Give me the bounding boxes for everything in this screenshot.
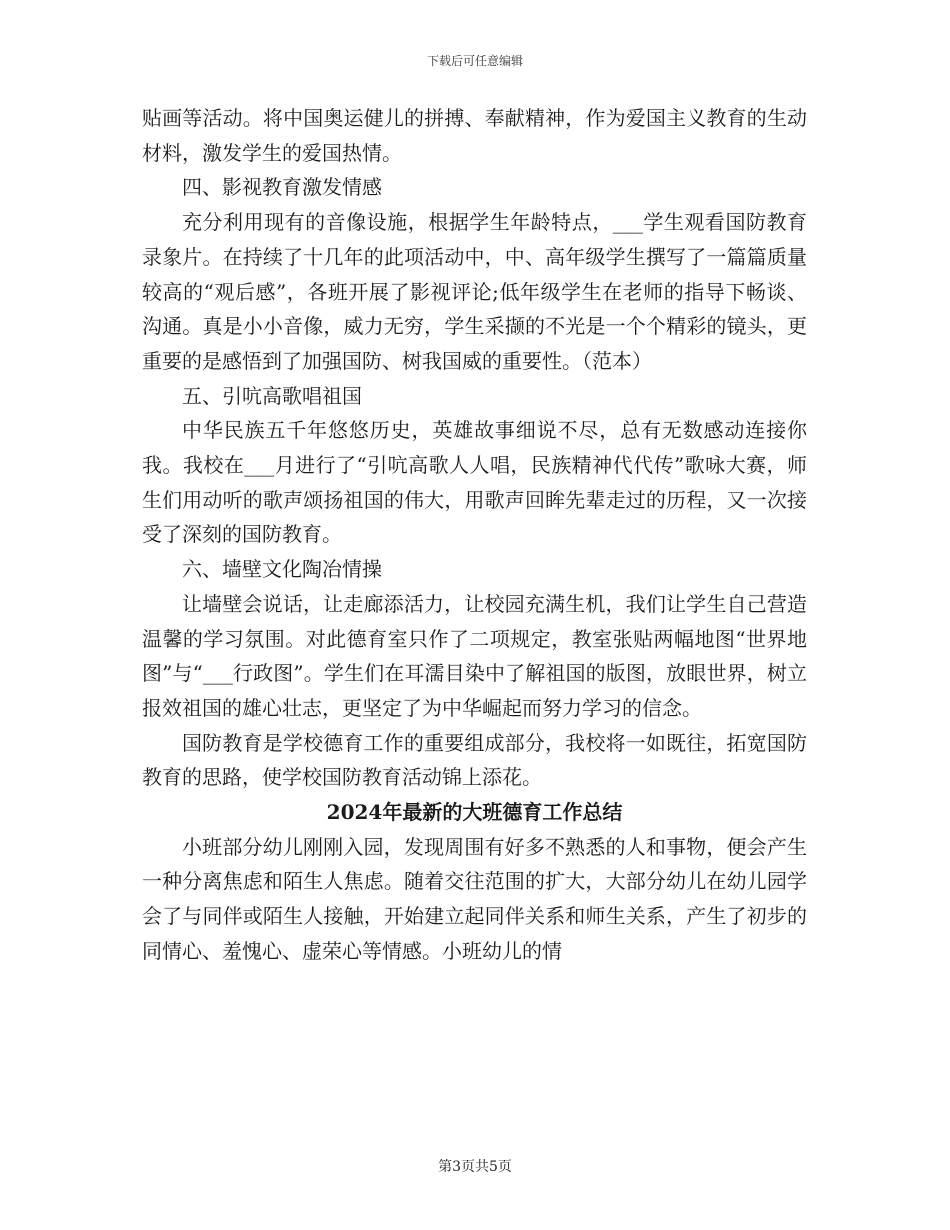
paragraph-olympic-activities: 贴画等活动。将中国奥运健儿的拼搏、奉献精神，作为爱国主义教育的生动材料，激发学生的爱国热情。 (142, 106, 807, 165)
document-title-2024-summary: 2024年最新的大班德育工作总结 (326, 800, 623, 825)
section-heading-singing: 五、引吭高歌唱祖国 (182, 383, 362, 408)
paragraph-film-education: 充分利用现有的音像设施，根据学生年龄特点，___学生观看国防教育录象片。在持续了十几年的此项活动中，中、高年级学生撰写了一篇篇质量较高的“观后感”，各班开展了影视评论;低年级学生在老师的指导下畅谈、沟通。真是小小音像，威力无穷，学生采撷的不光是一个个精彩的镜头，更重要的是感悟到了加强国防、树我国威的重要性。（范本） (142, 210, 807, 373)
page-number-footer: 第3页共5页 (438, 1159, 512, 1175)
section-heading-wall-culture: 六、墙壁文化陶冶情操 (182, 557, 382, 582)
paragraph-kindergarten-intro: 小班部分幼儿刚刚入园，发现周围有好多不熟悉的人和事物，便会产生一种分离焦虑和陌生人焦虑。随着交往范围的扩大，大部分幼儿在幼儿园学会了与同伴或陌生人接触，开始建立起同伴关系和师生关系，产生了初步的同情心、羞愧心、虚荣心等情感。小班幼儿的情 (142, 834, 807, 963)
section-heading-film-education: 四、影视教育激发情感 (182, 175, 382, 200)
paragraph-conclusion: 国防教育是学校德育工作的重要组成部分，我校将一如既往，拓宽国防教育的思路，使学校国防教育活动锦上添花。 (142, 730, 807, 790)
paragraph-wall-culture: 让墙壁会说话，让走廊添活力，让校园充满生机，我们让学生自己营造温馨的学习氛围。对此德育室只作了二项规定，教室张贴两幅地图“世界地图”与“___行政图”。学生们在耳濡目染中了解祖国的版图，放眼世界，树立报效祖国的雄心壮志，更坚定了为中华崛起而努力学习的信念。 (142, 591, 807, 720)
page-header-note: 下载后可任意编辑 (426, 54, 523, 68)
document-body (142, 101, 807, 969)
paragraph-singing: 中华民族五千年悠悠历史，英雄故事细说不尽，总有无数感动连接你我。我校在___月进行了“引吭高歌人人唱，民族精神代代传”歌咏大赛，师生们用动听的歌声颂扬祖国的伟大，用歌声回眸先辈走过的历程，又一次接受了深刻的国防教育。 (142, 418, 807, 547)
